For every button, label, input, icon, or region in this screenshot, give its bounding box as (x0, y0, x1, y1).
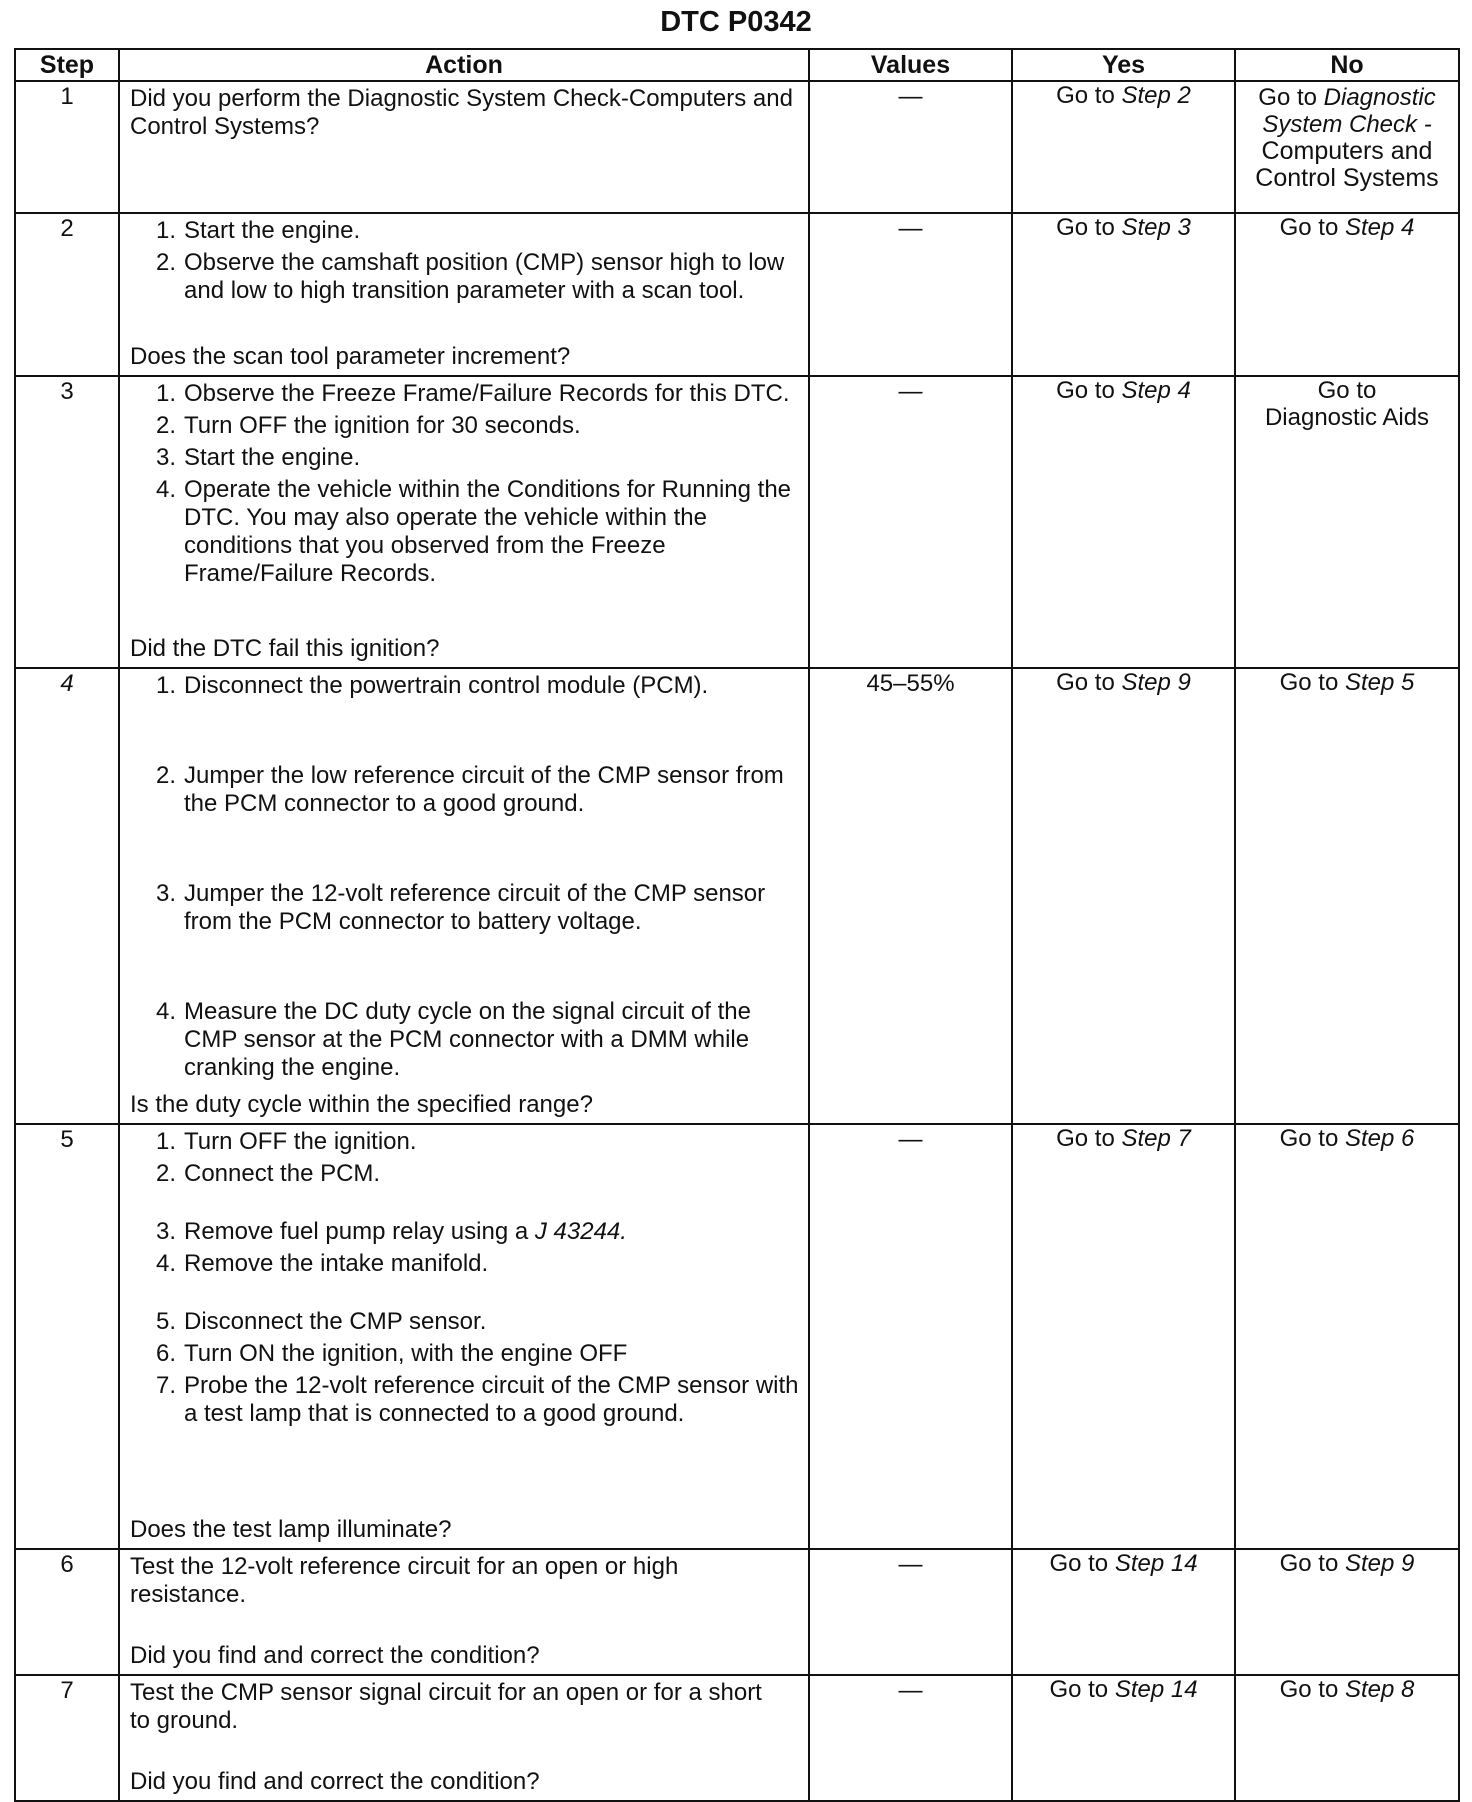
list-item: 7. Probe the 12-volt reference circuit of the CMP sensor with a test lamp that is connected to a good ground. (155, 1372, 799, 1427)
yes-step-link[interactable]: Step 14 (1114, 1676, 1198, 1703)
yes-prefix: Go to (1049, 1550, 1109, 1577)
no-prefix: Go to (1279, 1550, 1339, 1577)
action-question: Did you find and correct the condition? (130, 1768, 540, 1795)
no-step-link[interactable]: Step 8 (1344, 1676, 1415, 1703)
no-cell (1235, 81, 1459, 213)
page-title: DTC P0342 (660, 6, 812, 38)
no-cell (1235, 213, 1459, 376)
list-item: 4. Remove the intake manifold. (155, 1250, 489, 1277)
values-cell: — (809, 81, 1012, 213)
yes-prefix: Go to (1049, 1676, 1109, 1703)
list-item: 3. Start the engine. (155, 444, 361, 471)
step-number: 3 (15, 376, 119, 668)
no-cell (1235, 1549, 1459, 1675)
yes-prefix: Go to (1056, 214, 1115, 241)
no-link-diagnostic-system-check[interactable]: Diagnostic System Check - (1262, 84, 1436, 138)
no-step-link[interactable]: Step 4 (1344, 214, 1415, 241)
step-number: 7 (15, 1675, 119, 1801)
header-step: Step (15, 49, 119, 81)
yes-prefix: Go to (1056, 82, 1115, 109)
table-row-step-1 (15, 81, 1459, 213)
list-item: 5. Disconnect the CMP sensor. (155, 1308, 487, 1335)
no-prefix: Go to (1279, 214, 1339, 241)
yes-cell (1012, 81, 1235, 213)
list-item: 3. Jumper the 12-volt reference circuit of the CMP sensor from the PCM connector to battery voltage. (155, 880, 766, 935)
list-item: 6. Turn ON the ignition, with the engine OFF (155, 1340, 628, 1367)
yes-cell (1012, 213, 1235, 376)
no-prefix: Go to (1317, 377, 1377, 404)
action-question: Does the scan tool parameter increment? (130, 343, 571, 370)
values-cell: 45–55% (809, 668, 1012, 1124)
yes-cell (1012, 376, 1235, 668)
action-question: Did the DTC fail this ignition? (130, 635, 440, 662)
table-row-step-7 (15, 1675, 1459, 1801)
action-text: Test the CMP sensor signal circuit for an open or for a short to ground. (130, 1679, 762, 1734)
list-item: 2. Turn OFF the ignition for 30 seconds. (155, 412, 581, 439)
values-cell: — (809, 1549, 1012, 1675)
no-prefix: Go to (1258, 84, 1317, 111)
no-step-link[interactable]: Step 5 (1344, 669, 1415, 696)
list-item: 3. Remove fuel pump relay using a J 43244. (155, 1218, 627, 1245)
step-number: 4 (15, 668, 119, 1124)
yes-step-link[interactable]: Step 7 (1121, 1125, 1191, 1152)
no-cell (1235, 1675, 1459, 1801)
step-number: 1 (15, 81, 119, 213)
yes-cell (1012, 668, 1235, 1124)
list-item: 4. Operate the vehicle within the Conditions for Running the DTC. You may also operate the vehicle within the conditions that you observed from the Freeze Frame/Failure Records. (155, 476, 792, 587)
action-question: Did you find and correct the condition? (130, 1642, 540, 1669)
table-row-step-3 (15, 376, 1459, 668)
yes-step-link[interactable]: Step 3 (1121, 214, 1191, 241)
action-steps (130, 380, 802, 588)
no-step-link[interactable]: Step 6 (1344, 1125, 1415, 1152)
action-text: Did you perform the Diagnostic System Check-Computers and Control Systems? (130, 85, 793, 140)
yes-prefix: Go to (1056, 669, 1115, 696)
list-item: 2. Observe the camshaft position (CMP) sensor high to low and low to high transition parameter with a scan tool. (155, 249, 785, 304)
no-prefix: Go to (1279, 1676, 1339, 1703)
values-cell: — (809, 1124, 1012, 1549)
no-cell (1235, 668, 1459, 1124)
action-cell (119, 1675, 809, 1801)
no-link-computers-and-control-systems[interactable]: Computers and Control Systems (1255, 137, 1439, 192)
values-cell: — (809, 213, 1012, 376)
action-steps (130, 217, 802, 305)
no-cell (1235, 1124, 1459, 1549)
step-number: 2 (15, 213, 119, 376)
action-text: Test the 12-volt reference circuit for an open or high resistance. (130, 1553, 679, 1608)
yes-step-link[interactable]: Step 2 (1121, 82, 1191, 109)
yes-cell (1012, 1124, 1235, 1549)
list-item: 1. Observe the Freeze Frame/Failure Records for this DTC. (155, 380, 790, 407)
no-link-diagnostic-aids[interactable]: Diagnostic Aids (1264, 404, 1430, 431)
action-steps (130, 1128, 802, 1428)
header-no: No (1235, 49, 1459, 81)
no-cell (1235, 376, 1459, 668)
step-number: 5 (15, 1124, 119, 1549)
yes-prefix: Go to (1056, 1125, 1115, 1152)
action-cell (119, 376, 809, 668)
values-cell: — (809, 1675, 1012, 1801)
step-number: 6 (15, 1549, 119, 1675)
list-item: 1. Disconnect the powertrain control module (PCM). (155, 672, 709, 699)
table-row-step-2 (15, 213, 1459, 376)
yes-cell (1012, 1549, 1235, 1675)
no-prefix: Go to (1279, 669, 1339, 696)
header-yes: Yes (1012, 49, 1235, 81)
action-cell (119, 1549, 809, 1675)
yes-step-link[interactable]: Step 9 (1121, 669, 1191, 696)
action-cell (119, 1124, 809, 1549)
no-step-link[interactable]: Step 9 (1344, 1550, 1415, 1577)
action-question: Is the duty cycle within the specified range? (130, 1091, 593, 1118)
list-item: 4. Measure the DC duty cycle on the signal circuit of the CMP sensor at the PCM connector with a DMM while cranking the engine. (155, 998, 751, 1081)
list-item: 1. Start the engine. (155, 217, 361, 244)
no-prefix: Go to (1279, 1125, 1339, 1152)
header-values: Values (809, 49, 1012, 81)
action-steps (130, 672, 802, 1082)
yes-step-link[interactable]: Step 4 (1121, 377, 1191, 404)
table-row-step-5 (15, 1124, 1459, 1549)
action-cell (119, 213, 809, 376)
values-cell: — (809, 376, 1012, 668)
diagnostic-table (14, 48, 1460, 1802)
tool-reference: J 43244. (534, 1218, 627, 1245)
header-row (15, 49, 1459, 81)
action-cell (119, 668, 809, 1124)
header-action: Action (119, 49, 809, 81)
yes-cell (1012, 1675, 1235, 1801)
yes-step-link[interactable]: Step 14 (1114, 1550, 1198, 1577)
action-cell (119, 81, 809, 213)
list-item: 2. Connect the PCM. (155, 1160, 381, 1187)
table-row-step-4 (15, 668, 1459, 1124)
yes-prefix: Go to (1056, 377, 1115, 404)
action-question: Does the test lamp illuminate? (130, 1516, 452, 1543)
table-row-step-6 (15, 1549, 1459, 1675)
list-item: 1. Turn OFF the ignition. (155, 1128, 417, 1155)
list-item: 2. Jumper the low reference circuit of the CMP sensor from the PCM connector to a good ground. (155, 762, 784, 817)
